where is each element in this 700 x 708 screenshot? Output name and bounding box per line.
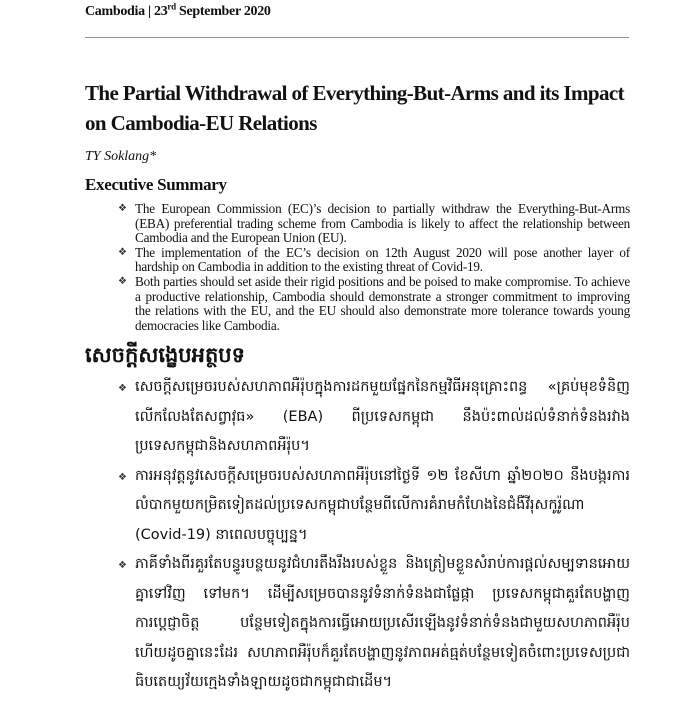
khmer-summary-heading: សេចក្តីសង្ខេបអត្ថបទ — [85, 343, 245, 368]
bullet-text: ការអនុវត្តនូវសេចក្តីសម្រេចរបស់សហភាពអឺរ៉ុបនៅថ្ងៃទី ១២ ខែសីហា ឆ្នាំ២០២០ នឹងបង្ករការលំបាកមួយកម្រិតទៀតដល់ប្រទេសកម្ពុជាបន្ថែមពីលើការគំរាមកំហែងនៃជំងឺវីរុសកូរ៉ូណា (Covid-19) នាពេលបច្ចុប្បន្ន។ — [135, 467, 630, 543]
author: TY Soklang* — [85, 149, 157, 164]
diamond-bullet-icon: ❖ — [118, 203, 127, 214]
diamond-bullet-icon: ❖ — [118, 471, 127, 483]
header-date-sup: rd — [167, 1, 176, 12]
list-item — [118, 202, 630, 246]
executive-summary-list — [118, 202, 630, 333]
bullet-text: Both parties should set aside their rigid positions and be poised to make compromise. To achieve a productive relationship, Cambodia should demonstrate a stronger commitment to improving the relations with the EU, and the EU should also demonstrate more tolerance towards young democracies like Cambodia. — [135, 273, 630, 333]
bullet-text: The European Commission (EC)’s decision to partially withdraw the Everything-But-Arms (EBA) preferential trading scheme from Cambodia is likely to affect the relationship between Cambodia and the European Union (EU). — [135, 201, 630, 246]
diamond-bullet-icon: ❖ — [118, 383, 127, 395]
header-date-suffix: September 2020 — [175, 4, 271, 19]
header-divider — [85, 37, 629, 38]
diamond-bullet-icon: ❖ — [118, 275, 127, 287]
list-item — [118, 275, 630, 333]
diamond-bullet-icon: ❖ — [118, 560, 127, 572]
header-date-prefix: Cambodia | 23 — [85, 4, 168, 19]
list-item — [118, 373, 630, 462]
document-header — [85, 0, 630, 22]
list-item — [118, 246, 630, 275]
bullet-text: ភាគីទាំងពីរគួរតែបន្ធូរបន្ថយនូវជំហរតឹងរឹងរបស់ខ្លួន និងត្រៀមខ្លួនសំរាប់ការផ្តល់សម្បទានអោយគ្នាទៅវិញ ទៅមក។ ដើម្បីសម្រេចបាននូវទំនាក់ទំនងជាផ្លែផ្កា ប្រទេសកម្ពុជាគួរតែបង្ហាញការប្តេជ្ញាចិត្ត បន្ថែមទៀតក្នុងការធ្វើអោយប្រសើរឡើងនូវទំនាក់ទំនងជាមួយសហភាពអឺរ៉ុប ហើយដូចគ្នានេះដែរ សហភាពអឺរ៉ុបក៏គួរតែបង្ហាញនូវភាពអត់ធ្មត់បន្ថែមទៀតចំពោះប្រទេសប្រជាធិបតេយ្យវ័យក្មេងទាំងឡាយដូចជាកម្ពុជាជាដើម។ — [135, 556, 630, 691]
document-title: The Partial Withdrawal of Everything-But-Arms and its Impact on Cambodia-EU Relations — [85, 81, 624, 135]
khmer-summary-list — [118, 373, 630, 698]
diamond-bullet-icon: ❖ — [118, 246, 127, 258]
list-item — [118, 550, 630, 698]
bullet-text: សេចក្តីសម្រេចរបស់សហភាពអឺរ៉ុបក្នុងការដកមួយផ្នែកនៃកម្មវិធីអនុគ្រោះពន្ធ «គ្រប់មុខទំនិញលើកលែងតែសព្វាវុធ» (EBA) ពីប្រទេសកម្ពុជា នឹងប៉ះពាល់ដល់ទំនាក់ទំនងរវាងប្រទេសកម្ពុជានិងសហភាពអឺរ៉ុប។ — [135, 379, 630, 455]
executive-summary-heading: Executive Summary — [85, 175, 227, 194]
bullet-text: The implementation of the EC’s decision on 12th August 2020 will pose another layer of hardship on Cambodia in addition to the existing threat of Covid-19. — [135, 244, 630, 275]
list-item — [118, 462, 630, 551]
